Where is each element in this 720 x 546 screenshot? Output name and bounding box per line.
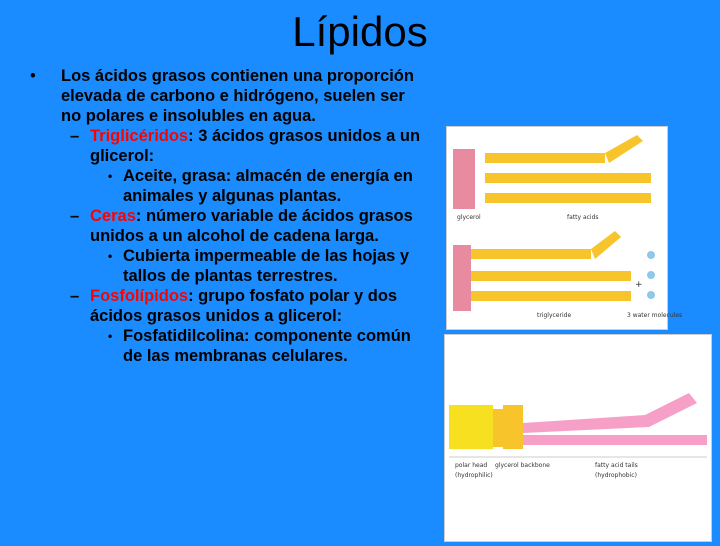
phosphate-link (493, 409, 503, 447)
water-label: 3 water molecules (627, 312, 683, 319)
glycerol-backbone-label: glycerol backbone (495, 462, 550, 469)
water-molecule-icon (647, 291, 655, 299)
fatty-acid-chain-2 (485, 173, 651, 183)
hydrophobic-label: (hydrophobic) (595, 472, 637, 479)
triglyceride-figure (446, 126, 683, 330)
bullet-aceite: • Aceite, grasa: almacén de energía en animales y algunas plantas. (108, 167, 413, 205)
hydrophilic-label: (hydrophilic) (455, 472, 493, 479)
polar-head-label: polar head (455, 462, 488, 469)
triglyceride-glycerol-block (453, 245, 471, 311)
fatty-acid-chain-1 (485, 153, 605, 163)
fatty-acid-tail-1 (523, 393, 697, 433)
ester-chain-3 (471, 291, 631, 301)
term-fosfolipidos: Fosfolípidos (90, 287, 189, 305)
ester-chain-2 (471, 271, 631, 281)
bullet-fosfolipidos: – Fosfolípidos: grupo fosfato polar y dos ácidos grasos unidos a glicerol: (70, 287, 398, 325)
slide-title: Lípidos (292, 8, 428, 55)
glycerol-backbone-block (503, 405, 523, 449)
term-ceras: Ceras (90, 207, 136, 225)
triglyceride-label: triglyceride (537, 312, 572, 319)
ester-chain-1 (471, 249, 591, 259)
fatty-acid-chain-1-kink (605, 135, 643, 163)
fatty-acid-tails-label: fatty acid tails (595, 462, 638, 469)
plus-sign: + (635, 280, 643, 290)
glycerol-label: glycerol (457, 214, 481, 221)
water-molecule-icon (647, 271, 655, 279)
term-trigliceridos: Triglicéridos (90, 127, 189, 145)
bullet-main: • Los ácidos grasos contienen una proporción elevada de carbono e hidrógeno, suelen ser no polares e insolubles en agua. (30, 67, 414, 125)
dash-marker: – (70, 127, 80, 145)
water-molecule-icon (647, 251, 655, 259)
dash-marker: – (70, 207, 80, 225)
phospholipid-figure (444, 334, 712, 542)
bullet-cubierta: • Cubierta impermeable de las hojas y tallos de plantas terrestres. (108, 247, 410, 285)
bullet-dot: • (30, 67, 36, 85)
phospholipid-diagram (445, 335, 711, 541)
bullet-dot: • (108, 169, 113, 183)
bullet-fosfatidilcolina: • Fosfatidilcolina: componente común de las membranas celulares. (108, 327, 411, 365)
fatty-acid-tail-2 (523, 435, 707, 445)
glycerol-block (453, 149, 475, 209)
bullet-dot: • (108, 329, 113, 343)
ester-chain-1-kink (591, 231, 621, 259)
bullet-dot: • (108, 249, 113, 263)
triglyceride-diagram (447, 127, 683, 329)
bullet-ceras: – Ceras: número variable de ácidos grasos unidos a un alcohol de cadena larga. (70, 207, 413, 245)
fatty-acid-chain-3 (485, 193, 651, 203)
bullet-list (28, 66, 428, 366)
polar-head-block (449, 405, 493, 449)
bullet-trigliceridos: – Triglicéridos: 3 ácidos grasos unidos a un glicerol: (70, 127, 421, 165)
fatty-acids-label: fatty acids (567, 214, 599, 221)
dash-marker: – (70, 287, 80, 305)
